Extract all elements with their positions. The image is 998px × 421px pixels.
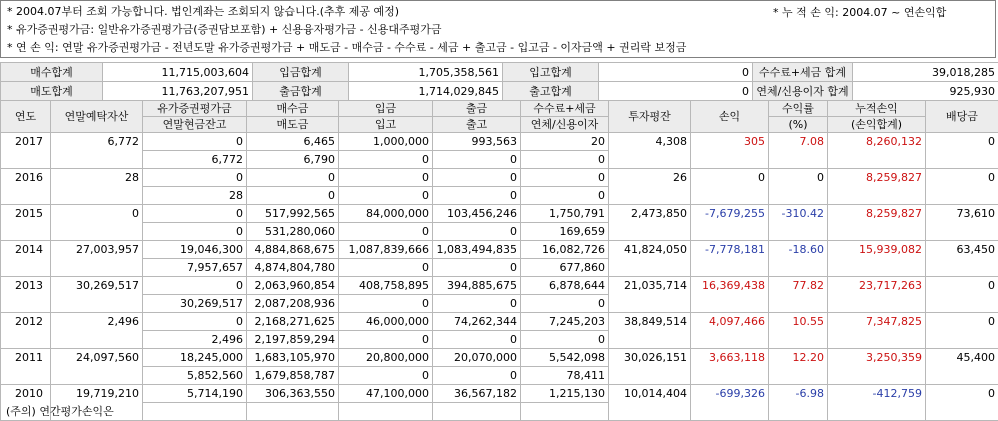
note-line-3: * 연 손 익: 연말 유가증권평가금 - 전년도말 유가증권평가금 + 매도금 - 매수금 - 수수료 - 세금 + 출고금 - 입고금 - 이자금액 + 권리락 보정금	[7, 39, 686, 56]
cell-pnl: -699,326	[691, 385, 769, 421]
cell-cum: 23,717,263	[828, 277, 926, 313]
cell-sell: 0	[247, 187, 339, 205]
cell-div: 73,610	[926, 205, 998, 241]
cell-interest: 78,411	[521, 367, 609, 385]
cell-buy: 306,363,550	[247, 385, 339, 403]
col-pnl-header: 손익	[691, 101, 769, 133]
stock-out-total-label: 출고합계	[503, 82, 599, 101]
footer-note: (주의) 연간평가손익은	[6, 406, 114, 418]
cell-interest: 0	[521, 295, 609, 313]
cell-pnl: 4,097,466	[691, 313, 769, 349]
col-year-header: 연도	[1, 101, 51, 133]
cell-year: 2012	[1, 313, 51, 349]
stock-out-total-value: 0	[599, 82, 753, 101]
cell-fee: 1,215,130	[521, 385, 609, 403]
cell-deposit: 24,097,560	[51, 349, 143, 385]
cell-fee: 5,542,098	[521, 349, 609, 367]
cell-div: 0	[926, 133, 998, 169]
cell-cum: -412,759	[828, 385, 926, 421]
table-row[interactable]	[1, 169, 998, 187]
cell-pnl: 0	[691, 169, 769, 205]
cell-cum: 7,347,825	[828, 313, 926, 349]
table-row[interactable]	[1, 385, 998, 403]
cell-sell	[247, 403, 339, 421]
cell-cum: 8,259,827	[828, 205, 926, 241]
notes-panel	[0, 0, 996, 58]
cell-deposit: 6,772	[51, 133, 143, 169]
cell-in: 20,800,000	[339, 349, 433, 367]
cell-in: 1,087,839,666	[339, 241, 433, 259]
cell-fee: 1,750,791	[521, 205, 609, 223]
cell-avg: 21,035,714	[609, 277, 691, 313]
cell-fee: 0	[521, 169, 609, 187]
cell-avg: 26	[609, 169, 691, 205]
cell-cash: 6,772	[143, 151, 247, 169]
cell-pnl: -7,778,181	[691, 241, 769, 277]
table-row[interactable]	[1, 205, 998, 223]
note-cumulative-range: * 누 적 손 익: 2004.07 ~ 연손익합	[773, 4, 946, 21]
cell-buy: 1,683,105,970	[247, 349, 339, 367]
cell-sell: 531,280,060	[247, 223, 339, 241]
cell-pnl: 16,369,438	[691, 277, 769, 313]
cell-in2: 0	[339, 223, 433, 241]
cell-cash: 7,957,657	[143, 259, 247, 277]
cell-out: 0	[433, 169, 521, 187]
cell-eval: 0	[143, 313, 247, 331]
cell-pnl: -7,679,255	[691, 205, 769, 241]
table-row[interactable]	[1, 313, 998, 331]
col-in2-header: 입고	[339, 117, 433, 133]
col-div-header: 배당금	[926, 101, 998, 133]
col-buy-header: 매수금	[247, 101, 339, 117]
cell-eval: 0	[143, 169, 247, 187]
cell-rate: 12.20	[769, 349, 828, 385]
col-rate-unit-header: (%)	[769, 117, 828, 133]
summary-table	[0, 62, 998, 101]
cell-year: 2013	[1, 277, 51, 313]
cell-out2	[433, 403, 521, 421]
cell-buy: 4,884,868,675	[247, 241, 339, 259]
col-fee-header: 수수료+세금	[521, 101, 609, 117]
stock-in-total-label: 입고합계	[503, 63, 599, 82]
cell-pnl: 3,663,118	[691, 349, 769, 385]
withdraw-total-label: 출금합계	[253, 82, 349, 101]
deposit-total-label: 입금합계	[253, 63, 349, 82]
buy-total-value: 11,715,003,604	[103, 63, 253, 82]
cell-out: 103,456,246	[433, 205, 521, 223]
cell-div: 0	[926, 313, 998, 349]
cell-interest: 0	[521, 331, 609, 349]
cell-sell: 2,087,208,936	[247, 295, 339, 313]
cell-deposit: 27,003,957	[51, 241, 143, 277]
cell-div: 0	[926, 169, 998, 205]
cell-avg: 41,824,050	[609, 241, 691, 277]
cell-in2: 0	[339, 331, 433, 349]
fee-tax-total-label: 수수료+세금 합계	[753, 63, 853, 82]
cell-in: 0	[339, 169, 433, 187]
summary-row-1	[1, 63, 998, 82]
cell-eval: 5,714,190	[143, 385, 247, 403]
cell-out2: 0	[433, 187, 521, 205]
table-row[interactable]	[1, 349, 998, 367]
col-avg-header: 투자평잔	[609, 101, 691, 133]
cell-div: 45,400	[926, 349, 998, 385]
summary-row-2	[1, 82, 998, 101]
cell-out: 993,563	[433, 133, 521, 151]
col-cash-header: 연말현금잔고	[143, 117, 247, 133]
cell-interest: 0	[521, 187, 609, 205]
col-eval-header: 유가증권평가금	[143, 101, 247, 117]
stock-in-total-value: 0	[599, 63, 753, 82]
cell-in: 1,000,000	[339, 133, 433, 151]
cell-sell: 2,197,859,294	[247, 331, 339, 349]
cell-rate: 77.82	[769, 277, 828, 313]
cell-cum: 15,939,082	[828, 241, 926, 277]
cell-deposit: 30,269,517	[51, 277, 143, 313]
cell-out: 20,070,000	[433, 349, 521, 367]
cell-cash	[143, 403, 247, 421]
cell-in2: 0	[339, 259, 433, 277]
cell-fee: 7,245,203	[521, 313, 609, 331]
cell-sell: 1,679,858,787	[247, 367, 339, 385]
cell-year: 2014	[1, 241, 51, 277]
cell-avg: 10,014,404	[609, 385, 691, 421]
cell-in2: 0	[339, 187, 433, 205]
cell-out2: 0	[433, 151, 521, 169]
table-row[interactable]	[1, 277, 998, 295]
table-row[interactable]	[1, 133, 998, 151]
cell-eval: 0	[143, 133, 247, 151]
cell-sell: 6,790	[247, 151, 339, 169]
table-row[interactable]	[1, 241, 998, 259]
interest-total-value: 925,930	[853, 82, 998, 101]
yearly-pnl-table	[0, 100, 998, 421]
cell-rate: 7.08	[769, 133, 828, 169]
note-line-2: * 유가증권평가금: 일반유가증권평가금(증권담보포함) + 신용융자평가금 - 신용대주평가금	[7, 21, 442, 38]
cell-eval: 18,245,000	[143, 349, 247, 367]
cell-in2	[339, 403, 433, 421]
cell-in2: 0	[339, 151, 433, 169]
cell-year: 2016	[1, 169, 51, 205]
cell-deposit: 0	[51, 205, 143, 241]
cell-pnl: 305	[691, 133, 769, 169]
buy-total-label: 매수합계	[1, 63, 103, 82]
col-out2-header: 출고	[433, 117, 521, 133]
cell-rate: 0	[769, 169, 828, 205]
sell-total-value: 11,763,207,951	[103, 82, 253, 101]
cell-avg: 30,026,151	[609, 349, 691, 385]
col-cum-header: 누적손익	[828, 101, 926, 117]
cell-deposit: 28	[51, 169, 143, 205]
cell-in2: 0	[339, 367, 433, 385]
cell-out2: 0	[433, 367, 521, 385]
cell-cum: 3,250,359	[828, 349, 926, 385]
cell-out: 36,567,182	[433, 385, 521, 403]
note-line-1: * 2004.07부터 조회 가능합니다. 법인계좌는 조회되지 않습니다.(추후 제공 예정)	[7, 3, 399, 20]
cell-year: 2010	[1, 385, 51, 421]
cell-avg: 4,308	[609, 133, 691, 169]
cell-cash: 30,269,517	[143, 295, 247, 313]
cell-cash: 2,496	[143, 331, 247, 349]
table-body	[1, 133, 998, 421]
cell-out: 394,885,675	[433, 277, 521, 295]
cell-deposit: 2,496	[51, 313, 143, 349]
withdraw-total-value: 1,714,029,845	[349, 82, 503, 101]
cell-div: 63,450	[926, 241, 998, 277]
interest-total-label: 연체/신용이자 합계	[753, 82, 853, 101]
cell-year: 2017	[1, 133, 51, 169]
cell-eval: 0	[143, 205, 247, 223]
cell-cum: 8,259,827	[828, 169, 926, 205]
cell-out: 1,083,494,835	[433, 241, 521, 259]
cell-rate: -18.60	[769, 241, 828, 277]
col-sell-header: 매도금	[247, 117, 339, 133]
cell-div: 0	[926, 385, 998, 421]
col-interest-header: 연체/신용이자	[521, 117, 609, 133]
cell-interest	[521, 403, 609, 421]
cell-eval: 0	[143, 277, 247, 295]
cell-rate: -310.42	[769, 205, 828, 241]
cell-sell: 4,874,804,780	[247, 259, 339, 277]
col-deposit-header: 연말예탁자산	[51, 101, 143, 133]
cell-year: 2015	[1, 205, 51, 241]
cell-cash: 5,852,560	[143, 367, 247, 385]
col-rate-header: 수익률	[769, 101, 828, 117]
cell-avg: 2,473,850	[609, 205, 691, 241]
cell-out2: 0	[433, 331, 521, 349]
cell-in: 84,000,000	[339, 205, 433, 223]
fee-tax-total-value: 39,018,285	[853, 63, 998, 82]
cell-cash: 28	[143, 187, 247, 205]
col-in-header: 입금	[339, 101, 433, 117]
cell-in2: 0	[339, 295, 433, 313]
cell-buy: 2,168,271,625	[247, 313, 339, 331]
cell-interest: 677,860	[521, 259, 609, 277]
cell-fee: 16,082,726	[521, 241, 609, 259]
cell-out2: 0	[433, 259, 521, 277]
cell-rate: -6.98	[769, 385, 828, 421]
cell-interest: 0	[521, 151, 609, 169]
cell-in: 408,758,895	[339, 277, 433, 295]
cell-buy: 2,063,960,854	[247, 277, 339, 295]
cell-out2: 0	[433, 295, 521, 313]
cell-buy: 6,465	[247, 133, 339, 151]
cell-rate: 10.55	[769, 313, 828, 349]
col-cum-sub-header: (손익합계)	[828, 117, 926, 133]
cell-out2: 0	[433, 223, 521, 241]
cell-avg: 38,849,514	[609, 313, 691, 349]
cell-deposit: 19,719,210	[51, 385, 143, 421]
cell-cum: 8,260,132	[828, 133, 926, 169]
cell-in: 46,000,000	[339, 313, 433, 331]
cell-buy: 517,992,565	[247, 205, 339, 223]
table-header	[1, 101, 998, 133]
cell-buy: 0	[247, 169, 339, 187]
cell-year: 2011	[1, 349, 51, 385]
cell-fee: 6,878,644	[521, 277, 609, 295]
cell-interest: 169,659	[521, 223, 609, 241]
cell-out: 74,262,344	[433, 313, 521, 331]
cell-fee: 20	[521, 133, 609, 151]
cell-cash: 0	[143, 223, 247, 241]
cell-div: 0	[926, 277, 998, 313]
col-out-header: 출금	[433, 101, 521, 117]
cell-eval: 19,046,300	[143, 241, 247, 259]
sell-total-label: 매도합계	[1, 82, 103, 101]
cell-in: 47,100,000	[339, 385, 433, 403]
deposit-total-value: 1,705,358,561	[349, 63, 503, 82]
